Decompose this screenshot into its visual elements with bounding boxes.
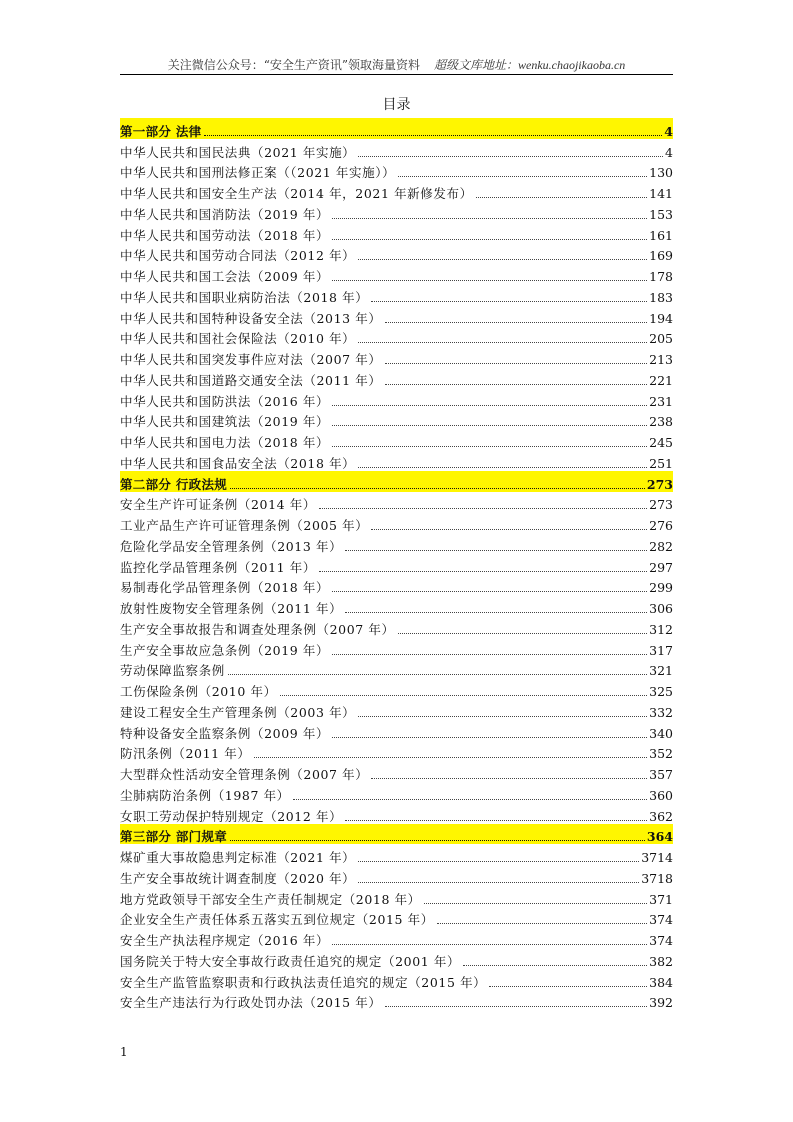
toc-entry-row[interactable] (120, 948, 673, 969)
toc-entry-label: 安全生产违法行为行政处罚办法（2015 年） (120, 995, 382, 1011)
dot-leader (358, 881, 639, 883)
toc-entry-label: 安全生产许可证条例（2014 年） (120, 497, 316, 513)
toc-entry-label: 女职工劳动保护特别规定（2012 年） (120, 808, 343, 824)
toc-entry-row[interactable] (120, 595, 673, 616)
dot-leader (204, 134, 662, 136)
toc-entry-page-number: 325 (649, 684, 673, 699)
toc-entry-row[interactable] (120, 720, 673, 741)
dot-leader (332, 445, 647, 447)
dot-leader (332, 279, 647, 281)
toc-entry-page-number: 382 (649, 953, 673, 969)
toc-entry-label: 中华人民共和国突发事件应对法（2007 年） (120, 352, 382, 367)
dot-leader (358, 860, 639, 862)
toc-entry-label: 生产安全事故统计调查制度（2020 年） (120, 870, 356, 886)
toc-entry-page-number: 340 (649, 725, 673, 741)
page-number: 1 (120, 1045, 128, 1059)
toc-entry-label: 中华人民共和国食品安全法（2018 年） (120, 455, 356, 471)
dot-leader (424, 902, 647, 904)
dot-leader (228, 673, 647, 675)
dot-leader (398, 175, 647, 177)
toc-entry-page-number: 183 (649, 289, 673, 305)
toc-entry-page-number: 221 (649, 372, 673, 388)
dot-leader (230, 487, 645, 489)
toc-entry-page-number: 374 (649, 933, 673, 948)
dot-leader (332, 238, 647, 240)
header-promo-text: 关注微信公众号：“安全生产资讯”领取海量资料 (167, 58, 420, 72)
toc-entry-label: 中华人民共和国特种设备安全法（2013 年） (120, 310, 382, 326)
toc-entry-row[interactable] (120, 492, 673, 513)
toc-entry-label: 第三部分 部门规章 (120, 829, 228, 845)
toc-entry-label: 中华人民共和国防洪法（2016 年） (120, 393, 330, 409)
dot-leader (371, 528, 647, 530)
toc-entry-label: 煤矿重大事故隐患判定标准（2021 年） (120, 850, 356, 865)
toc-entry-label: 中华人民共和国电力法（2018 年） (120, 435, 330, 450)
toc-entry-label: 劳动保障监察条例 (120, 663, 225, 679)
toc-entry-row[interactable] (120, 284, 673, 305)
toc-title: 目录 (382, 97, 411, 113)
dot-leader (358, 155, 663, 157)
toc-section-row[interactable] (120, 471, 673, 492)
toc-entry-row[interactable] (120, 346, 673, 367)
toc-entry-label: 第一部分 法律 (120, 123, 202, 139)
toc-entry-label: 尘肺病防治条例（1987 年） (120, 787, 290, 803)
toc-entry-row[interactable] (120, 844, 673, 865)
dot-leader (293, 798, 647, 800)
toc-entry-label: 中华人民共和国工会法（2009 年） (120, 269, 330, 284)
toc-entry-page-number: 352 (649, 746, 673, 762)
toc-entry-label: 中华人民共和国劳动法（2018 年） (120, 227, 330, 243)
toc-entry-row[interactable] (120, 180, 673, 201)
toc-entry-label: 企业安全生产责任体系五落实五到位规定（2015 年） (120, 912, 434, 928)
toc-entry-row[interactable] (120, 886, 673, 907)
dot-leader (254, 756, 648, 758)
toc-entry-page-number: 161 (649, 227, 673, 243)
toc-entry-label: 易制毒化学品管理条例（2018 年） (120, 580, 330, 596)
dot-leader (358, 715, 647, 717)
toc-entry-page-number: 317 (649, 642, 673, 658)
toc-entry-row[interactable] (120, 865, 673, 886)
toc-entry-page-number: 273 (646, 476, 673, 492)
toc-entry-row[interactable] (120, 782, 673, 803)
toc-entry-row[interactable] (120, 450, 673, 471)
toc-entry-row[interactable] (120, 409, 673, 430)
toc-entry-row[interactable] (120, 969, 673, 990)
toc-entry-row[interactable] (120, 367, 673, 388)
dot-leader (332, 653, 647, 655)
dot-leader (332, 943, 647, 945)
toc-entry-row[interactable] (120, 616, 673, 637)
toc-entry-page-number: 364 (646, 829, 673, 845)
toc-entry-label: 中华人民共和国消防法（2019 年） (120, 206, 330, 222)
toc-entry-page-number: 362 (649, 808, 673, 824)
toc-entry-label: 安全生产监管监察职责和行政执法责任追究的规定（2015 年） (120, 974, 487, 990)
toc-entry-row[interactable] (120, 305, 673, 326)
toc-entry-page-number: 130 (649, 165, 673, 181)
toc-entry-row[interactable] (120, 512, 673, 533)
toc-entry-page-number: 178 (649, 269, 673, 284)
toc-entry-label: 生产安全事故应急条例（2019 年） (120, 642, 330, 658)
dot-leader (476, 196, 647, 198)
dot-leader (358, 341, 647, 343)
dot-leader (332, 404, 647, 406)
toc-entry-label: 安全生产执法程序规定（2016 年） (120, 933, 330, 948)
toc-entry-label: 中华人民共和国刑法修正案（（2021 年实施）） (120, 165, 396, 181)
toc-entry-row[interactable] (120, 222, 673, 243)
toc-entry-page-number: 360 (649, 787, 673, 803)
toc-entry-page-number: 238 (649, 414, 673, 430)
toc-entry-label: 特种设备安全监察条例（2009 年） (120, 725, 330, 741)
toc-entry-label: 中华人民共和国安全生产法（2014 年，2021 年新修发布） (120, 186, 473, 201)
toc-entry-row[interactable] (120, 575, 673, 596)
toc-entry-row[interactable] (120, 678, 673, 699)
toc-entry-row[interactable] (120, 741, 673, 762)
toc-entry-page-number: 374 (649, 912, 673, 928)
table-of-contents (120, 118, 673, 1010)
toc-entry-page-number: 205 (649, 331, 673, 347)
toc-section-row[interactable] (120, 824, 673, 845)
toc-entry-label: 防汛条例（2011 年） (120, 746, 251, 762)
toc-section-row[interactable] (120, 118, 673, 139)
toc-entry-page-number: 153 (649, 206, 673, 222)
toc-entry-label: 国务院关于特大安全事故行政责任追究的规定（2001 年） (120, 953, 461, 969)
toc-entry-page-number: 299 (649, 580, 673, 596)
toc-entry-row[interactable] (120, 160, 673, 181)
toc-entry-page-number: 321 (649, 663, 673, 679)
toc-entry-page-number: 3718 (641, 870, 673, 886)
dot-leader (358, 466, 647, 468)
toc-entry-label: 地方党政领导干部安全生产责任制规定（2018 年） (120, 891, 421, 907)
dot-leader (319, 570, 647, 572)
toc-entry-label: 中华人民共和国社会保险法（2010 年） (120, 331, 356, 347)
dot-leader (371, 300, 647, 302)
toc-entry-label: 中华人民共和国建筑法（2019 年） (120, 414, 330, 430)
toc-entry-page-number: 306 (649, 601, 673, 616)
toc-entry-row[interactable] (120, 243, 673, 264)
toc-entry-row[interactable] (120, 201, 673, 222)
toc-entry-label: 放射性废物安全管理条例（2011 年） (120, 601, 343, 616)
dot-leader (230, 839, 645, 841)
dot-leader (385, 1005, 648, 1007)
toc-entry-row[interactable] (120, 139, 673, 160)
toc-entry-row[interactable] (120, 803, 673, 824)
toc-entry-label: 生产安全事故报告和调查处理条例（2007 年） (120, 621, 395, 637)
dot-leader (371, 777, 647, 779)
dot-leader (489, 985, 647, 987)
toc-entry-page-number: 273 (649, 497, 673, 513)
toc-entry-page-number: 231 (649, 393, 673, 409)
toc-entry-row[interactable] (120, 326, 673, 347)
toc-entry-page-number: 141 (649, 186, 673, 201)
dot-leader (437, 922, 647, 924)
dot-leader (332, 217, 647, 219)
toc-entry-page-number: 282 (649, 538, 673, 554)
toc-entry-page-number: 251 (649, 455, 673, 471)
dot-leader (345, 611, 647, 613)
toc-entry-row[interactable] (120, 388, 673, 409)
toc-entry-page-number: 332 (649, 704, 673, 720)
toc-entry-row[interactable] (120, 637, 673, 658)
toc-entry-row[interactable] (120, 761, 673, 782)
toc-entry-row[interactable] (120, 658, 673, 679)
toc-entry-page-number: 384 (649, 974, 673, 990)
toc-entry-page-number: 297 (649, 559, 673, 575)
dot-leader (385, 362, 648, 364)
toc-entry-page-number: 245 (649, 435, 673, 450)
dot-leader (385, 383, 648, 385)
dot-leader (332, 590, 647, 592)
toc-entry-row[interactable] (120, 927, 673, 948)
toc-entry-page-number: 4 (665, 144, 673, 160)
toc-entry-row[interactable] (120, 429, 673, 450)
toc-entry-row[interactable] (120, 554, 673, 575)
dot-leader (319, 507, 647, 509)
dot-leader (345, 549, 647, 551)
dot-leader (332, 736, 647, 738)
toc-entry-page-number: 3714 (641, 850, 673, 865)
toc-entry-label: 工业产品生产许可证管理条例（2005 年） (120, 518, 369, 533)
dot-leader (280, 694, 647, 696)
toc-entry-row[interactable] (120, 907, 673, 928)
toc-entry-page-number: 312 (649, 621, 673, 637)
toc-entry-label: 工伤保险条例（2010 年） (120, 684, 277, 699)
toc-entry-row[interactable] (120, 699, 673, 720)
toc-entry-label: 监控化学品管理条例（2011 年） (120, 559, 316, 575)
toc-entry-label: 大型群众性活动安全管理条例（2007 年） (120, 767, 369, 782)
header-site-text: 超级文库地址：wenku.chaojikaoba.cn (433, 58, 626, 72)
toc-entry-page-number: 194 (649, 310, 673, 326)
toc-entry-label: 中华人民共和国道路交通安全法（2011 年） (120, 372, 382, 388)
toc-entry-page-number: 213 (649, 352, 673, 367)
toc-entry-label: 中华人民共和国劳动合同法（2012 年） (120, 248, 356, 264)
toc-entry-page-number: 169 (649, 248, 673, 264)
toc-entry-row[interactable] (120, 533, 673, 554)
toc-entry-page-number: 4 (664, 123, 673, 139)
toc-entry-row[interactable] (120, 990, 673, 1011)
toc-entry-label: 危险化学品安全管理条例（2013 年） (120, 538, 343, 554)
toc-entry-page-number: 392 (649, 995, 673, 1011)
dot-leader (463, 964, 647, 966)
dot-leader (358, 258, 647, 260)
dot-leader (398, 632, 648, 634)
toc-entry-label: 中华人民共和国民法典（2021 年实施） (120, 144, 356, 160)
dot-leader (385, 321, 648, 323)
toc-entry-page-number: 371 (649, 891, 673, 907)
toc-entry-label: 中华人民共和国职业病防治法（2018 年） (120, 289, 369, 305)
toc-entry-page-number: 357 (649, 767, 673, 782)
dot-leader (345, 819, 647, 821)
toc-entry-label: 第二部分 行政法规 (120, 476, 228, 492)
toc-entry-label: 建设工程安全生产管理条例（2003 年） (120, 704, 356, 720)
page-header (120, 57, 673, 73)
header-divider (120, 74, 673, 75)
dot-leader (332, 424, 647, 426)
toc-entry-row[interactable] (120, 263, 673, 284)
toc-entry-page-number: 276 (649, 518, 673, 533)
